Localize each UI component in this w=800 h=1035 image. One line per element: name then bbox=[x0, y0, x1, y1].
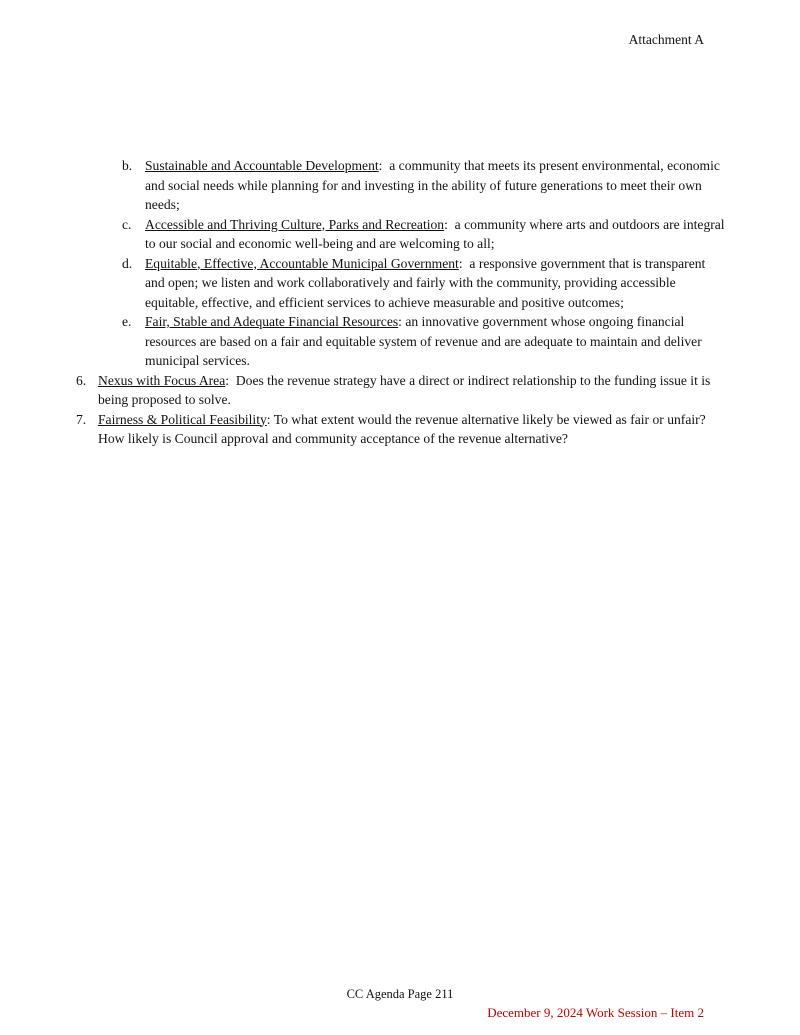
list-item-e bbox=[122, 312, 728, 371]
document-body bbox=[76, 156, 728, 449]
list-marker: 6. bbox=[76, 372, 87, 388]
item-description: : a community where arts and outdoors are integral to our social and economic well-being and are welcoming to all; bbox=[145, 216, 728, 251]
item-title: Accessible and Thriving Culture, Parks and Recreation bbox=[145, 216, 445, 232]
list-item-c bbox=[122, 215, 728, 254]
footer-session: December 9, 2024 Work Session – Item 2 bbox=[487, 1005, 704, 1020]
item-title: Fairness & Political Feasibility bbox=[98, 411, 267, 427]
item-title: Fair, Stable and Adequate Financial Resources bbox=[145, 314, 399, 329]
footer-page-number: CC Agenda Page 211 bbox=[346, 987, 454, 1001]
list-item-text bbox=[98, 371, 728, 410]
list-marker: d. bbox=[122, 255, 133, 271]
list-item-b bbox=[122, 156, 728, 215]
list-marker: e. bbox=[122, 314, 132, 329]
attachment-label: Attachment A bbox=[628, 32, 704, 47]
item-description: : a responsive government that is transparent and open; we listen and work collaboratively and fairly with the community, providing accessible equitable, effective, and efficient services to achieve measurable and positive outcomes; bbox=[145, 255, 709, 310]
item-description: : To what extent would the revenue alternative likely be viewed as fair or unfair? How likely is Council approval and community acceptance of the revenue alternative? bbox=[98, 411, 710, 446]
list-item-text bbox=[145, 215, 728, 254]
list-item-7 bbox=[76, 410, 728, 449]
item-description: : Does the revenue strategy have a direct or indirect relationship to the funding issue it is being proposed to solve. bbox=[98, 372, 714, 407]
list-item-d bbox=[122, 254, 728, 313]
list-marker: 7. bbox=[76, 411, 87, 427]
item-title: Sustainable and Accountable Development bbox=[145, 158, 379, 173]
item-description: : a community that meets its present environmental, economic and social needs while planning for and investing in the ability of future generations to meet their own needs; bbox=[145, 158, 724, 212]
list-item-text bbox=[145, 156, 728, 215]
item-title: Equitable, Effective, Accountable Municipal Government bbox=[145, 255, 459, 271]
list-item-text bbox=[145, 254, 728, 313]
list-marker: c. bbox=[122, 216, 132, 232]
list-item-6 bbox=[76, 371, 728, 410]
list-marker: b. bbox=[122, 158, 133, 173]
list-item-text bbox=[145, 312, 728, 371]
list-item-text bbox=[98, 410, 728, 449]
item-description: : an innovative government whose ongoing financial resources are based on a fair and equitable system of revenue and are adequate to maintain and deliver municipal services. bbox=[145, 314, 706, 368]
item-title: Nexus with Focus Area bbox=[98, 372, 226, 388]
